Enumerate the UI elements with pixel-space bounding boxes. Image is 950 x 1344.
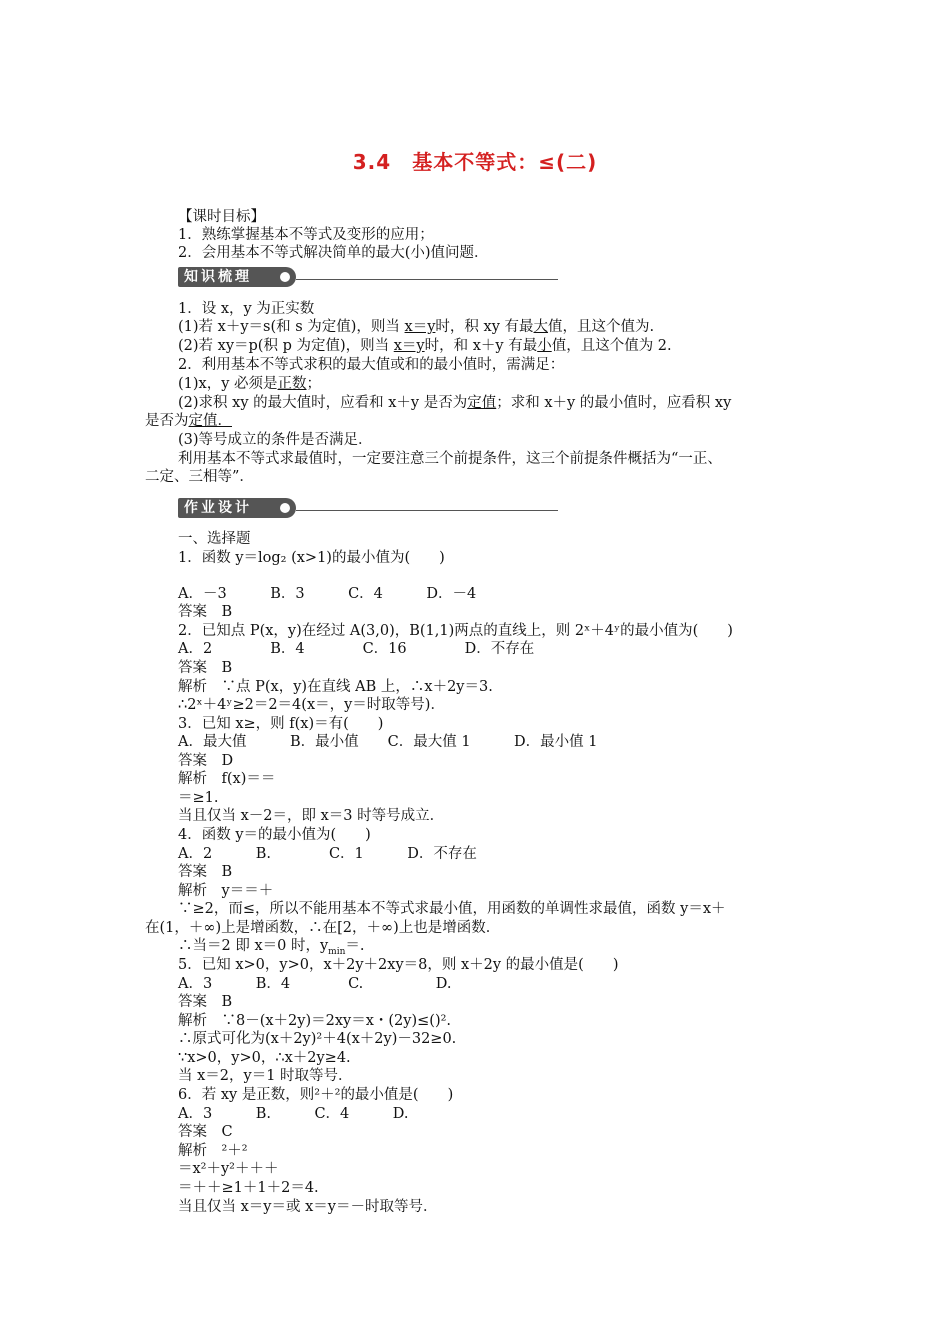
solution-line: ∴原式可化为(x＋2y)²＋4(x＋2y)－32≥0. — [178, 1031, 457, 1047]
bullet-dot-icon — [280, 272, 290, 282]
knowledge-line — [178, 318, 654, 336]
text: 值，且这个值为 2. — [551, 338, 672, 354]
question-2: 2．已知点 P(x，y)在经过 A(3,0)，B(1,1)两点的直线上，则 2ˣ＋4ʸ的最小值为( ) — [178, 623, 733, 639]
text: ；求和 x＋y 的最小值时，应看积 xy — [496, 395, 732, 411]
question-4: 4．函数 y＝的最小值为( ) — [178, 827, 371, 843]
question-5: 5．已知 x>0，y>0，x＋2y＋2xy＝8，则 x＋2y 的最小值是( ) — [178, 957, 619, 973]
knowledge-line — [178, 375, 321, 393]
answer: 答案 C — [178, 1124, 233, 1140]
section-label-text: 作业设计 — [184, 500, 252, 516]
solution-line: ∴2ˣ＋4ʸ≥2＝2＝4(x＝，y＝时取等号)． — [178, 697, 445, 713]
section-label — [178, 267, 296, 287]
solution-line: 解析 f(x)＝＝ — [178, 771, 276, 787]
knowledge-line — [178, 337, 672, 355]
answer: 答案 B — [178, 604, 233, 620]
underlined-answer: 定值 — [467, 395, 497, 411]
goal-item: 1．熟练掌握基本不等式及变形的应用； — [178, 227, 434, 243]
text: (2)若 xy＝p(积 p 为定值)，则当 — [178, 338, 394, 354]
page-title: 3.4 基本不等式：≤(二) — [352, 150, 598, 174]
question-options: A．3 B．4 C. D. — [178, 976, 452, 992]
subscript: min — [328, 946, 346, 957]
goals-header: 【课时目标】 — [178, 209, 265, 225]
section-rule — [296, 510, 558, 511]
underlined-answer: 小 — [537, 338, 552, 354]
answer: 答案 B — [178, 660, 233, 676]
section-header-knowledge — [178, 267, 558, 287]
text: ∴当＝2 即 x＝0 时，y — [178, 938, 329, 954]
answer: 答案 B — [178, 994, 233, 1010]
knowledge-line: 1．设 x，y 为正实数 — [178, 301, 315, 317]
question-1: 1．函数 y＝log₂ (x>1)的最小值为( ) — [178, 550, 445, 566]
solution-line: 当且仅当 x＝y＝或 x＝y＝－时取等号． — [178, 1199, 438, 1215]
knowledge-line: 利用基本不等式求最值时，一定要注意三个前提条件，这三个前提条件概括为“一正、 — [178, 451, 722, 467]
knowledge-line: 二定、三相等”． — [145, 469, 254, 485]
text: (1)x，y 必须是 — [178, 376, 278, 392]
solution-line: ＝x²＋y²＋＋＋ — [178, 1161, 279, 1177]
question-3: 3．已知 x≥，则 f(x)＝有( ) — [178, 716, 384, 732]
answer: 答案 D — [178, 753, 234, 769]
question-options: A．最大值 B．最小值 C．最大值 1 D．最小值 1 — [178, 734, 598, 750]
text: 时，积 xy 有最 — [435, 319, 534, 335]
solution-line: 当 x＝2，y＝1 时取等号． — [178, 1068, 353, 1084]
solution-line: ∵x>0，y>0，∴x＋2y≥4. — [178, 1050, 351, 1066]
homework-line: 一、选择题 — [178, 531, 251, 547]
bullet-dot-icon — [280, 503, 290, 513]
question-options: A．3 B. C．4 D. — [178, 1106, 409, 1122]
question-options: A．2 B．4 C．16 D．不存在 — [178, 641, 535, 657]
goal-item: 2．会用基本不等式解决简单的最大(小)值问题． — [178, 245, 489, 261]
knowledge-line: (3)等号成立的条件是否满足． — [178, 432, 373, 448]
solution-line: 解析 ²＋² — [178, 1143, 248, 1159]
solution-line: 解析 ∵8－(x＋2y)＝2xy＝x・(2y)≤()². — [178, 1013, 452, 1029]
solution-line: 解析 y＝＝＋ — [178, 883, 274, 899]
text: 时，和 x＋y 有最 — [424, 338, 538, 354]
text: ； — [306, 376, 322, 392]
knowledge-line: 2．利用基本不等式求积的最大值或和的最小值时，需满足： — [178, 357, 565, 373]
section-header-homework — [178, 498, 558, 518]
underlined-answer: 正数 — [277, 376, 307, 392]
question-options: A．－3 B．3 C．4 D．－4 — [178, 586, 477, 602]
text: ＝. — [345, 938, 365, 954]
solution-line: 解析 ∵点 P(x，y)在直线 AB 上，∴x＋2y＝3. — [178, 679, 493, 695]
underlined-answer: 大 — [533, 319, 549, 335]
text: (2)求积 xy 的最大值时，应看和 x＋y 是否为 — [178, 395, 468, 411]
question-options: A．2 B. C．1 D．不存在 — [178, 846, 477, 862]
section-label-text: 知识梳理 — [184, 269, 252, 285]
text: 值，且这个值为. — [548, 319, 655, 335]
answer: 答案 B — [178, 864, 233, 880]
question-6: 6．若 xy 是正数，则²＋²的最小值是( ) — [178, 1087, 454, 1103]
section-rule — [296, 279, 558, 280]
solution-line: ∵≥2，而≤，所以不能用基本不等式求最小值，用函数的单调性求最值，函数 y＝x＋ — [178, 901, 726, 917]
solution-line: ＝＋＋≥1＋1＋2＝4. — [178, 1180, 319, 1196]
solution-line: ＝≥1. — [178, 790, 219, 806]
text: 是否为 — [145, 413, 189, 429]
underlined-answer: x＝y — [404, 319, 436, 335]
solution-line: 在(1，＋∞)上是增函数，∴在[2，＋∞)上也是增函数． — [145, 920, 501, 936]
underlined-answer: 定值． — [188, 413, 232, 429]
knowledge-line — [178, 394, 731, 412]
section-label — [178, 498, 296, 518]
underlined-answer: x＝y — [393, 338, 425, 354]
knowledge-line — [145, 412, 232, 430]
text: (1)若 x＋y＝s(和 s 为定值)，则当 — [178, 319, 405, 335]
solution-line: 当且仅当 x－2＝，即 x＝3 时等号成立． — [178, 808, 445, 824]
